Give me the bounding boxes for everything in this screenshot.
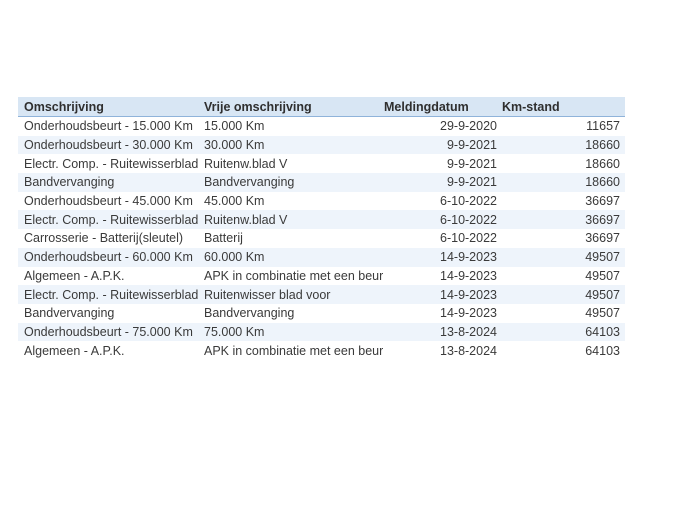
table-row	[18, 173, 625, 192]
column-header-vrije-omschrijving: Vrije omschrijving	[204, 99, 312, 114]
table-row	[18, 192, 625, 211]
cell-vrije-omschrijving: APK in combinatie met een beur	[204, 343, 383, 358]
cell-vrije-omschrijving: Ruitenw.blad V	[204, 156, 288, 171]
cell-km-stand: 36697	[585, 194, 620, 209]
cell-vrije-omschrijving: Ruitenwisser blad voor	[204, 287, 331, 302]
cell-omschrijving: Onderhoudsbeurt - 30.000 Km	[24, 138, 193, 153]
cell-vrije-omschrijving: 45.000 Km	[204, 194, 265, 209]
table-row	[18, 154, 625, 173]
cell-vrije-omschrijving: 75.000 Km	[204, 324, 265, 339]
table-row	[18, 285, 625, 304]
cell-meldingdatum: 29-9-2020	[440, 119, 497, 134]
table-row	[18, 323, 625, 342]
table-body	[18, 117, 625, 360]
cell-meldingdatum: 9-9-2021	[446, 156, 497, 171]
cell-meldingdatum: 6-10-2022	[440, 231, 497, 246]
table-row	[18, 304, 625, 323]
cell-km-stand: 11657	[586, 119, 620, 134]
cell-meldingdatum: 14-9-2023	[440, 306, 497, 321]
cell-omschrijving: Onderhoudsbeurt - 75.000 Km	[24, 324, 193, 339]
table-row	[18, 248, 625, 267]
cell-km-stand: 36697	[585, 212, 620, 227]
cell-omschrijving: Electr. Comp. - Ruitewisserblad	[24, 287, 199, 302]
cell-meldingdatum: 14-9-2023	[440, 268, 497, 283]
cell-vrije-omschrijving: Ruitenw.blad V	[204, 212, 288, 227]
cell-omschrijving: Algemeen - A.P.K.	[24, 343, 125, 358]
table-row	[18, 229, 625, 248]
table-row	[18, 136, 625, 155]
table-row	[18, 117, 625, 136]
cell-km-stand: 64103	[585, 343, 620, 358]
maintenance-history-table	[18, 97, 625, 360]
cell-omschrijving: Onderhoudsbeurt - 45.000 Km	[24, 194, 193, 209]
cell-meldingdatum: 6-10-2022	[440, 194, 497, 209]
cell-meldingdatum: 13-8-2024	[440, 324, 497, 339]
cell-vrije-omschrijving: Bandvervanging	[204, 306, 295, 321]
cell-omschrijving: Onderhoudsbeurt - 15.000 Km	[24, 119, 193, 134]
cell-omschrijving: Bandvervanging	[24, 306, 115, 321]
cell-km-stand: 49507	[585, 287, 620, 302]
table-header-row	[18, 97, 625, 117]
cell-km-stand: 49507	[585, 306, 620, 321]
cell-km-stand: 49507	[585, 250, 620, 265]
cell-vrije-omschrijving: APK in combinatie met een beur	[204, 268, 383, 283]
cell-meldingdatum: 13-8-2024	[440, 343, 497, 358]
cell-meldingdatum: 14-9-2023	[440, 287, 497, 302]
cell-omschrijving: Electr. Comp. - Ruitewisserblad	[24, 212, 199, 227]
cell-km-stand: 49507	[585, 268, 620, 283]
column-header-meldingdatum: Meldingdatum	[384, 99, 469, 114]
cell-meldingdatum: 6-10-2022	[440, 212, 497, 227]
cell-meldingdatum: 14-9-2023	[440, 250, 497, 265]
cell-omschrijving: Electr. Comp. - Ruitewisserblad	[24, 156, 199, 171]
cell-vrije-omschrijving: 15.000 Km	[204, 119, 265, 134]
table-row	[18, 210, 625, 229]
table-row	[18, 341, 625, 360]
cell-km-stand: 36697	[585, 231, 620, 246]
cell-vrije-omschrijving: 30.000 Km	[204, 138, 265, 153]
cell-vrije-omschrijving: Batterij	[204, 231, 243, 246]
cell-omschrijving: Algemeen - A.P.K.	[24, 268, 125, 283]
table-row	[18, 267, 625, 286]
cell-omschrijving: Bandvervanging	[24, 175, 115, 190]
cell-km-stand: 64103	[585, 324, 620, 339]
cell-meldingdatum: 9-9-2021	[446, 175, 497, 190]
cell-meldingdatum: 9-9-2021	[446, 138, 497, 153]
cell-vrije-omschrijving: Bandvervanging	[204, 175, 295, 190]
cell-km-stand: 18660	[585, 138, 620, 153]
column-header-omschrijving: Omschrijving	[24, 99, 104, 114]
column-header-km-stand: Km-stand	[502, 99, 560, 114]
cell-km-stand: 18660	[585, 156, 620, 171]
cell-vrije-omschrijving: 60.000 Km	[204, 250, 265, 265]
cell-omschrijving: Onderhoudsbeurt - 60.000 Km	[24, 250, 193, 265]
cell-omschrijving: Carrosserie - Batterij(sleutel)	[24, 231, 184, 246]
cell-km-stand: 18660	[585, 175, 620, 190]
